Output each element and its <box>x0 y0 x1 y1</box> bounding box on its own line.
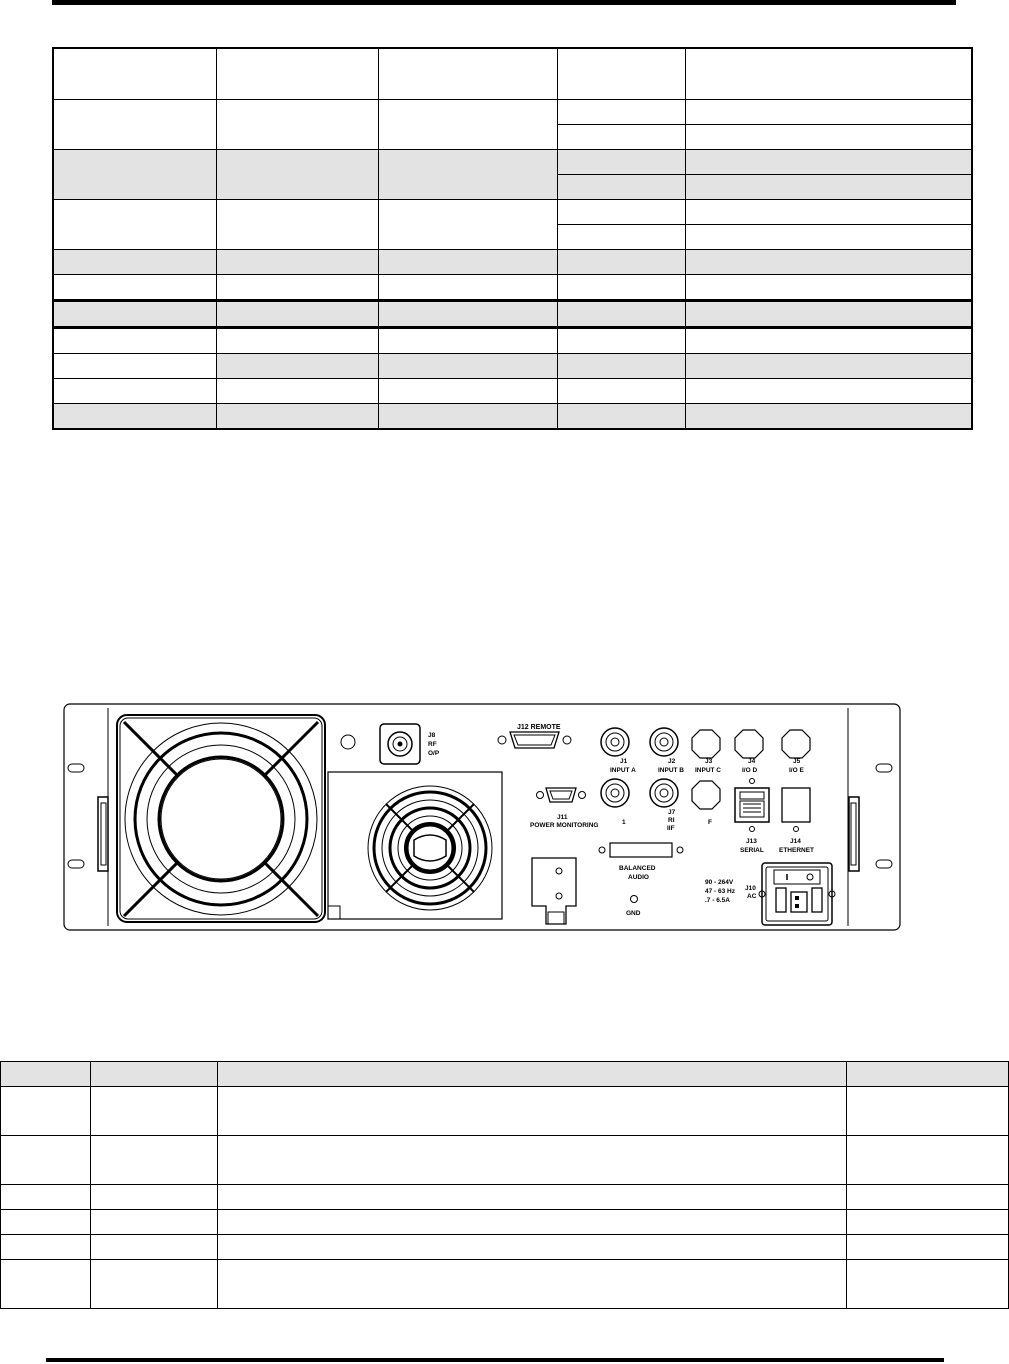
j7-label: J7 <box>668 809 676 816</box>
table-header-row <box>1 1062 1009 1087</box>
table-cell <box>557 250 685 275</box>
j7-label: IIF <box>667 825 675 832</box>
table-cell <box>685 150 972 175</box>
table-cell <box>378 250 557 275</box>
table-cell <box>53 150 216 200</box>
j10-label: J10 <box>745 885 756 892</box>
gnd-label: GND <box>626 910 641 917</box>
ac-power-inlet-icon <box>759 863 835 925</box>
header-cell <box>685 48 972 100</box>
table-cell <box>53 301 216 328</box>
table-cell <box>53 404 216 430</box>
table-row <box>53 301 972 328</box>
j5-label: I/O E <box>789 767 804 774</box>
table-cell <box>218 1136 847 1185</box>
table-cell <box>53 379 216 404</box>
table-row <box>53 200 972 225</box>
table-cell <box>91 1136 218 1185</box>
table-row <box>1 1210 1009 1235</box>
j8-label: RF <box>428 741 437 748</box>
table-cell <box>685 379 972 404</box>
table-cell <box>685 175 972 200</box>
table-cell <box>685 100 972 125</box>
table-cell <box>53 100 216 150</box>
j3-label: INPUT C <box>695 767 721 774</box>
table-cell <box>1 1210 91 1235</box>
table-header-row <box>53 48 972 100</box>
jf-blank-plug-icon <box>692 781 720 809</box>
header-rule <box>52 0 956 5</box>
table-cell <box>685 301 972 328</box>
header-cell <box>847 1062 1009 1087</box>
table-cell <box>1 1087 91 1136</box>
table-cell <box>216 200 378 250</box>
table-cell <box>378 150 557 200</box>
table-cell <box>378 354 557 379</box>
header-cell <box>557 48 685 100</box>
table-cell <box>847 1210 1009 1235</box>
j14-label: J14 <box>790 838 801 845</box>
balanced-audio-connector-icon <box>599 843 683 857</box>
table-cell <box>378 328 557 354</box>
table-cell <box>216 275 378 301</box>
table-cell <box>378 200 557 250</box>
balanced-audio-label: BALANCED <box>619 865 656 872</box>
table-row <box>1 1136 1009 1185</box>
table-cell <box>91 1235 218 1260</box>
bottom-table <box>0 1061 1009 1309</box>
table-cell <box>378 379 557 404</box>
table-cell <box>53 328 216 354</box>
table-cell <box>218 1087 847 1136</box>
j3-label: J3 <box>705 758 713 765</box>
jr1-label: 1 <box>622 819 626 826</box>
table-cell <box>216 328 378 354</box>
table-cell <box>847 1185 1009 1210</box>
top-spec-table <box>52 47 973 430</box>
table-cell <box>218 1210 847 1235</box>
table-cell <box>685 354 972 379</box>
j7-bnc-connector-icon <box>650 779 678 807</box>
j13-label: SERIAL <box>740 847 764 854</box>
table-cell <box>218 1185 847 1210</box>
j3-blank-plug-icon <box>692 730 720 758</box>
table-cell <box>557 175 685 200</box>
j7-label: RI <box>668 817 675 824</box>
table-cell <box>557 354 685 379</box>
table-cell <box>847 1235 1009 1260</box>
j8-rf-connector-icon <box>380 724 420 764</box>
power-spec-text: .7 - 6.5A <box>705 897 730 904</box>
table-cell <box>216 354 378 379</box>
table-cell <box>216 379 378 404</box>
table-cell <box>378 275 557 301</box>
table-row <box>53 250 972 275</box>
table-cell <box>685 200 972 225</box>
header-cell <box>53 48 216 100</box>
table-cell <box>557 200 685 225</box>
power-spec-text: 90 - 264V <box>705 879 734 886</box>
table-cell <box>53 250 216 275</box>
table-row <box>1 1185 1009 1210</box>
j-bnc-connector-icon <box>601 779 629 807</box>
j1-bnc-connector-icon <box>601 728 629 756</box>
header-cell <box>216 48 378 100</box>
header-cell <box>218 1062 847 1087</box>
table-cell <box>847 1260 1009 1309</box>
table-cell <box>378 301 557 328</box>
j8-label: O/P <box>428 750 440 757</box>
table-cell <box>1 1260 91 1309</box>
table-cell <box>216 404 378 430</box>
large-fan-icon <box>117 715 325 922</box>
table-cell <box>216 250 378 275</box>
j5-blank-plug-icon <box>782 730 810 758</box>
j12-label: J12 REMOTE <box>517 724 561 731</box>
table-row <box>53 404 972 430</box>
table-cell <box>847 1087 1009 1136</box>
j2-bnc-connector-icon <box>650 728 678 756</box>
table-cell <box>218 1260 847 1309</box>
table-cell <box>378 100 557 150</box>
table-cell <box>557 150 685 175</box>
table-cell <box>557 328 685 354</box>
table-cell <box>216 301 378 328</box>
table-cell <box>557 379 685 404</box>
table-cell <box>91 1210 218 1235</box>
j1-label: J1 <box>620 758 628 765</box>
j2-label: INPUT B <box>658 767 684 774</box>
power-spec-text: 47 - 63 Hz <box>705 888 735 895</box>
table-cell <box>557 125 685 150</box>
header-cell <box>378 48 557 100</box>
table-row <box>53 328 972 354</box>
header-cell <box>1 1062 91 1087</box>
table-cell <box>91 1087 218 1136</box>
rear-panel-diagram <box>62 700 904 934</box>
table-cell <box>685 125 972 150</box>
table-cell <box>218 1235 847 1260</box>
header-cell <box>91 1062 218 1087</box>
table-cell <box>53 200 216 250</box>
table-cell <box>685 328 972 354</box>
table-row <box>1 1260 1009 1309</box>
table-row <box>53 379 972 404</box>
table-row <box>53 354 972 379</box>
j11-label: POWER MONITORING <box>530 822 599 829</box>
table-cell <box>557 100 685 125</box>
table-cell <box>685 250 972 275</box>
table-cell <box>557 225 685 250</box>
table-row <box>1 1235 1009 1260</box>
table-cell <box>557 404 685 430</box>
table-cell <box>1 1185 91 1210</box>
table-row <box>1 1087 1009 1136</box>
table-cell <box>685 404 972 430</box>
table-cell <box>1 1136 91 1185</box>
table-row <box>53 150 972 175</box>
table-cell <box>216 150 378 200</box>
table-cell <box>216 100 378 150</box>
table-cell <box>1 1235 91 1260</box>
table-cell <box>685 275 972 301</box>
table-cell <box>557 301 685 328</box>
table-cell <box>91 1185 218 1210</box>
table-cell <box>557 275 685 301</box>
j4-label: I/O D <box>742 767 758 774</box>
j11-label: J11 <box>557 814 568 821</box>
footer-rule <box>46 1358 944 1362</box>
table-cell <box>685 225 972 250</box>
table-cell <box>378 404 557 430</box>
j10-label: AC <box>747 893 757 900</box>
j8-label: J8 <box>428 732 436 739</box>
balanced-audio-label: AUDIO <box>628 874 649 881</box>
jf-label: F <box>708 819 712 826</box>
table-cell <box>53 354 216 379</box>
table-row <box>53 100 972 125</box>
j14-label: ETHERNET <box>779 847 815 854</box>
j4-blank-plug-icon <box>735 730 763 758</box>
j5-label: J5 <box>793 758 801 765</box>
j2-label: J2 <box>668 758 676 765</box>
j4-label: J4 <box>748 758 756 765</box>
table-cell <box>91 1260 218 1309</box>
j1-label: INPUT A <box>610 767 636 774</box>
table-cell <box>847 1136 1009 1185</box>
table-row <box>53 275 972 301</box>
j13-label: J13 <box>746 838 757 845</box>
power-supply-module <box>328 772 502 919</box>
table-cell <box>53 275 216 301</box>
